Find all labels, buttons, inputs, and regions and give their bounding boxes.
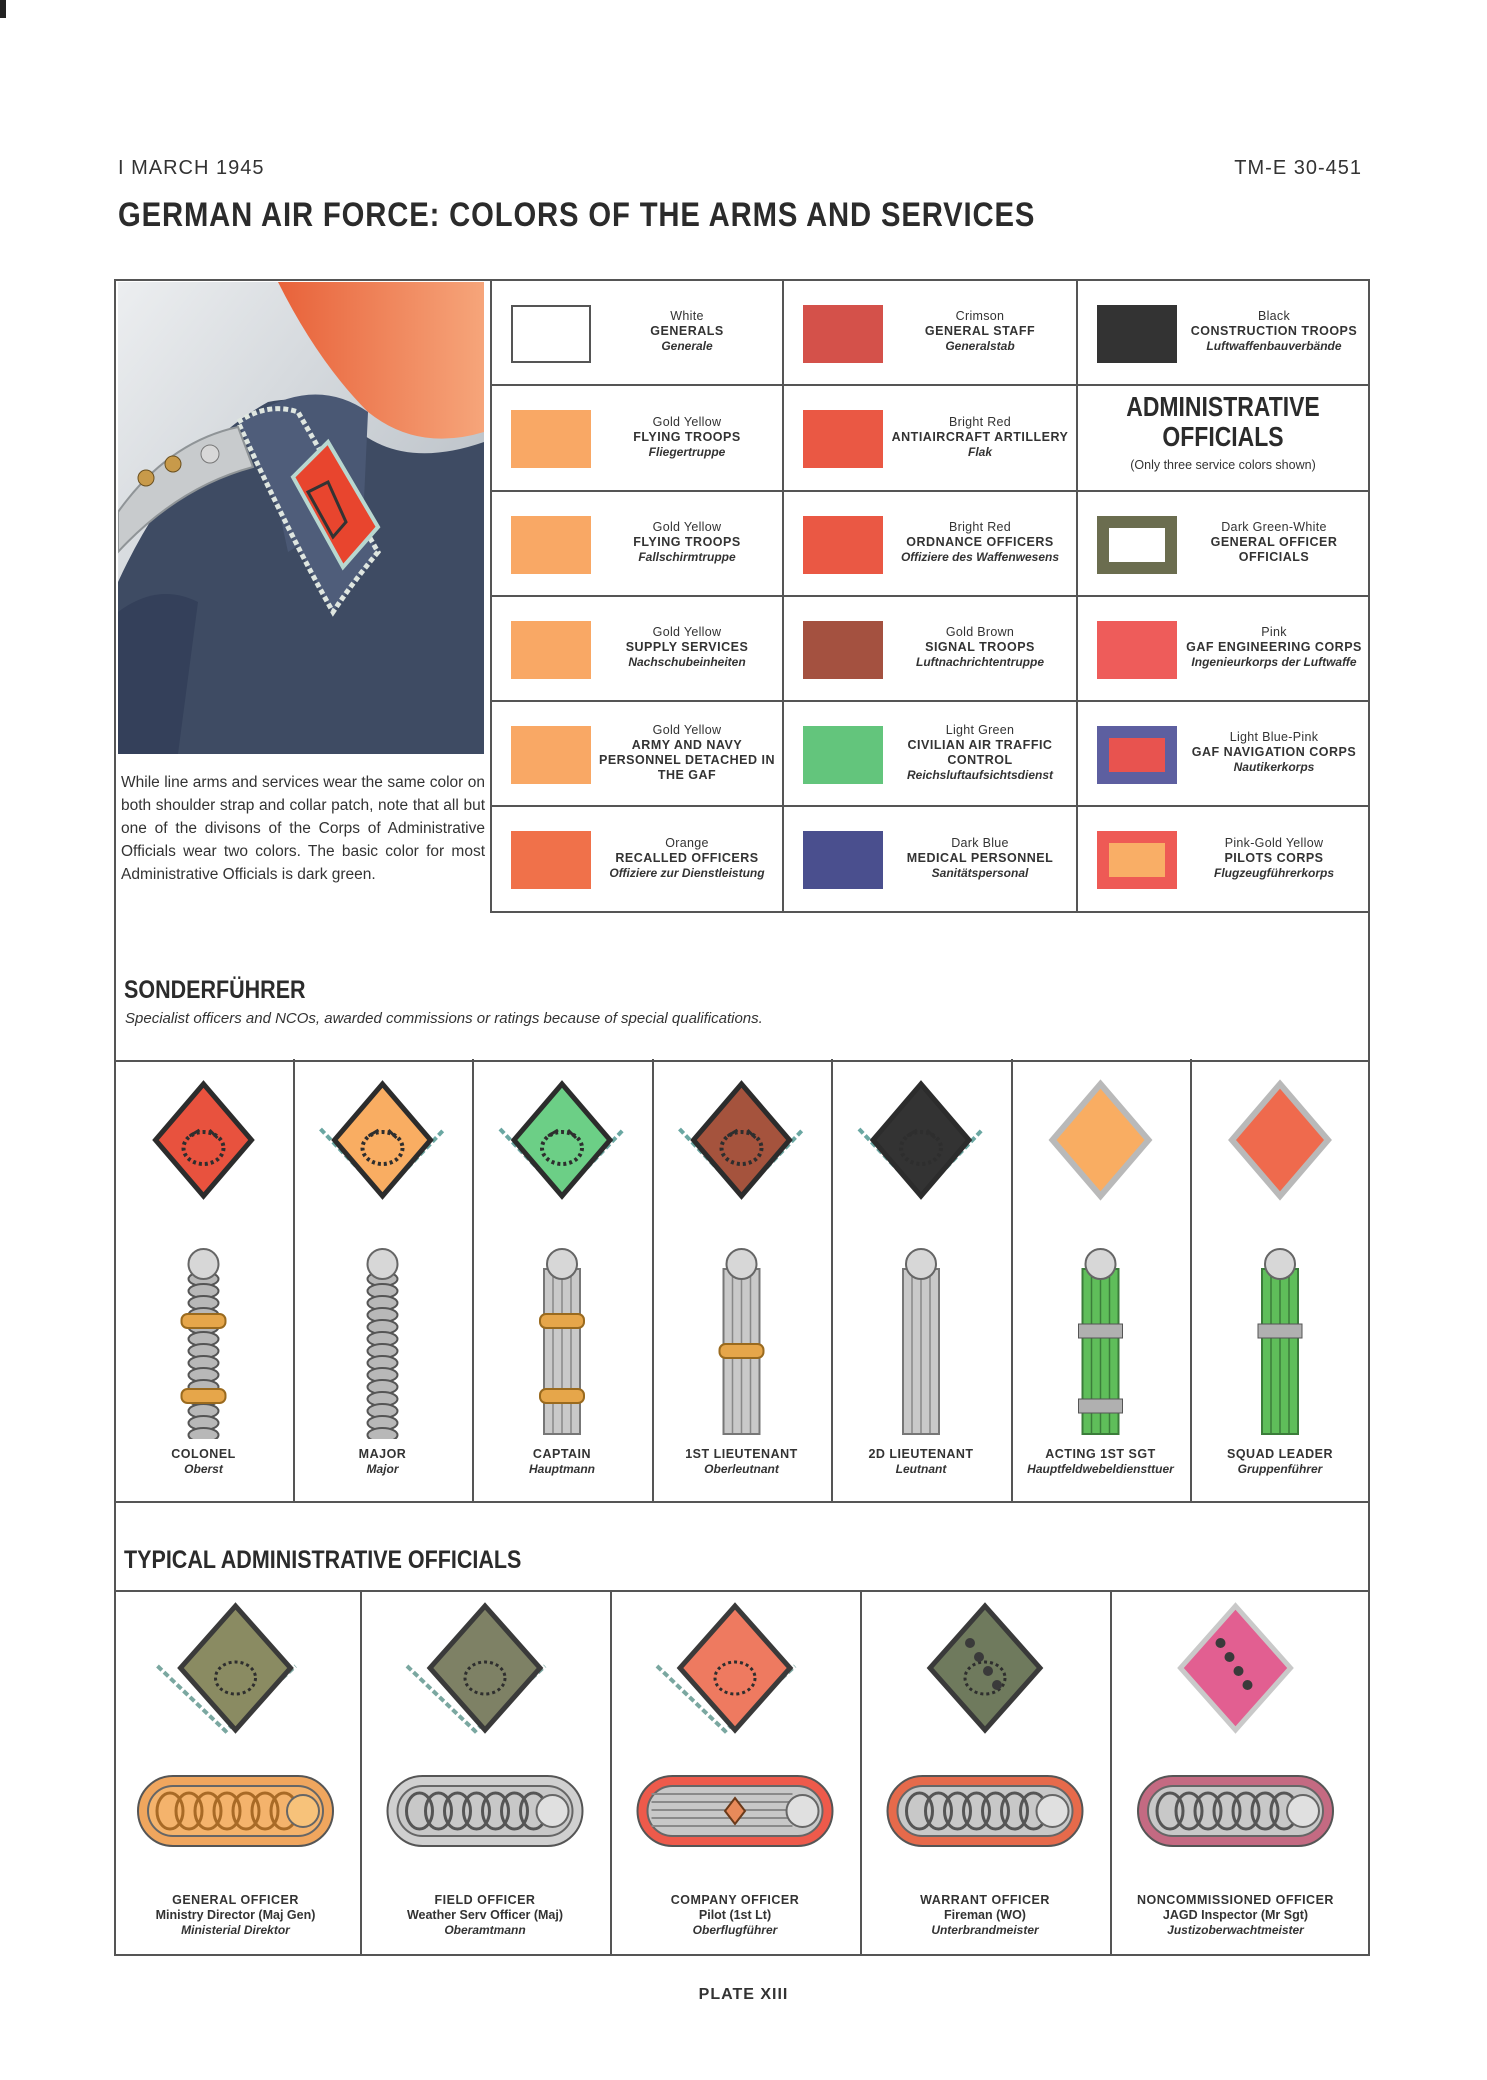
color-text: [890, 384, 1070, 490]
color-name: Pink-Gold Yellow: [1224, 835, 1324, 850]
color-text: [890, 595, 1070, 700]
official-rank: FIELD OFFICER: [434, 1893, 536, 1907]
color-cell: [782, 805, 1076, 911]
service-german: Nachschubeinheiten: [628, 655, 746, 669]
official-german: Oberflugführer: [692, 1923, 778, 1937]
rank-label: [114, 1447, 293, 1477]
official-german: Unterbrandmeister: [931, 1923, 1039, 1937]
plate-number: PLATE XIII: [698, 1986, 789, 2003]
rank-insignia: [114, 1059, 293, 1502]
color-swatch: [803, 831, 883, 889]
admin-official-label: [610, 1893, 860, 1938]
color-text: [1184, 595, 1364, 700]
rank-insignia: [652, 1059, 831, 1502]
rank-insignia-art: [652, 1059, 831, 1439]
service-name: ORDNANCE OFFICERS: [906, 535, 1054, 549]
color-cell: [490, 490, 782, 595]
service-german: Flak: [967, 444, 992, 459]
color-name: Bright Red: [948, 414, 1012, 429]
service-name: GENERAL STAFF: [924, 324, 1036, 338]
official-german: Oberamtmann: [444, 1923, 526, 1937]
color-name: Crimson: [955, 309, 1005, 323]
header-date: I MARCH 1945: [118, 157, 265, 179]
color-cell: [490, 595, 782, 700]
color-swatch: [511, 410, 591, 468]
color-swatch: [803, 410, 883, 468]
color-text: [890, 279, 1070, 384]
rank-insignia-art: [293, 1059, 472, 1439]
color-swatch: [511, 621, 591, 679]
color-text: [598, 279, 776, 384]
rank-insignia-art: [1011, 1059, 1190, 1439]
color-name: Dark Blue: [951, 835, 1009, 850]
rank-label: [831, 1447, 1011, 1477]
admin-official-art: [360, 1591, 610, 1891]
color-name: Black: [1257, 309, 1291, 323]
color-text: [598, 384, 776, 490]
typical-admin-title: TYPICAL ADMINISTRATIVE OFFICIALS: [124, 1546, 522, 1574]
service-german: Offiziere des Waffenwesens: [900, 550, 1060, 564]
official-rank: GENERAL OFFICER: [172, 1893, 299, 1907]
rank-name: CAPTAIN: [532, 1447, 592, 1461]
admin-official-insignia: [860, 1591, 1110, 1955]
service-name: GAF ENGINEERING CORPS: [1186, 640, 1362, 654]
color-cell: [782, 490, 1076, 595]
admin-official-label: [360, 1893, 610, 1938]
sonderfuhrer-subtitle: Specialist officers and NCOs, awarded commissions or ratings because of special qualifications.: [125, 1010, 763, 1027]
service-name: ARMY AND NAVY PERSONNEL DETACHED IN THE GAF: [598, 737, 776, 782]
color-text: [598, 805, 776, 911]
rank-label: [652, 1447, 831, 1477]
page-title: GERMAN AIR FORCE: COLORS OF THE ARMS AND SERVICES: [118, 196, 1036, 234]
rank-insignia: [1190, 1059, 1370, 1502]
service-german: Fallschirmtruppe: [638, 550, 736, 564]
service-german: Generalstab: [945, 339, 1015, 353]
typical-admin-row: [111, 1591, 1361, 1955]
color-text: [1184, 490, 1364, 595]
service-german: Sanitätspersonal: [931, 865, 1029, 880]
rank-german: Major: [366, 1462, 399, 1476]
rank-label: [472, 1447, 652, 1477]
admin-officials-header: [1076, 384, 1370, 490]
color-name: Bright Red: [948, 520, 1012, 534]
collar-note: While line arms and services wear the same color on both shoulder strap and collar patch, note that all but one of the divisons of the Corps of Administrative Officials wear two colors. The basic color for most Administrative Officials is dark green.: [121, 774, 485, 883]
admin-official-label: [111, 1893, 360, 1938]
rank-insignia-art: [472, 1059, 652, 1439]
color-swatch: [511, 831, 591, 889]
service-german: Generale: [661, 339, 713, 353]
color-name: Pink: [1261, 625, 1287, 639]
rank-german: Leutnant: [895, 1462, 947, 1476]
color-text: [598, 700, 776, 805]
color-text: [1184, 700, 1364, 805]
color-name: Gold Yellow: [652, 520, 722, 534]
color-text: [890, 490, 1070, 595]
rank-label: [1190, 1447, 1370, 1477]
color-cell: [782, 700, 1076, 805]
color-name: Light Blue-Pink: [1229, 730, 1319, 744]
color-cell: [1076, 805, 1370, 911]
color-swatch: [803, 726, 883, 784]
rank-german: Oberst: [184, 1462, 223, 1476]
color-name: Orange: [665, 835, 709, 850]
rank-label: [1011, 1447, 1190, 1477]
color-cell: [490, 384, 782, 490]
service-name: FLYING TROOPS: [633, 535, 741, 549]
color-name: Dark Green-White: [1221, 520, 1327, 534]
official-example: Weather Serv Officer (Maj): [406, 1908, 564, 1922]
sonderfuhrer-rank-row: [114, 1059, 1370, 1502]
color-text: [598, 490, 776, 595]
rank-insignia-art: [114, 1059, 293, 1439]
admin-official-insignia: [610, 1591, 860, 1955]
color-cell: [1076, 490, 1370, 595]
admin-official-art: [610, 1591, 860, 1891]
color-swatch: [1097, 305, 1177, 363]
service-german: Flugzeugführerkorps: [1213, 865, 1334, 880]
service-color-grid: [490, 279, 1370, 913]
service-german: Luftwaffenbauverbände: [1206, 339, 1342, 353]
corner-mark: [0, 0, 6, 18]
color-swatch: [1097, 726, 1177, 784]
color-swatch-inner: [1109, 528, 1165, 562]
color-text: [890, 700, 1070, 805]
color-text: [890, 805, 1070, 911]
service-german: Ingenieurkorps der Luftwaffe: [1191, 655, 1357, 669]
service-german: Luftnachrichtentruppe: [916, 655, 1044, 669]
rank-insignia-art: [831, 1059, 1011, 1439]
service-name: ANTIAIRCRAFT ARTILLERY: [891, 429, 1069, 444]
color-cell: [490, 279, 782, 384]
admin-official-art: [111, 1591, 360, 1891]
color-text: [1184, 279, 1364, 384]
service-german: Fliegertruppe: [648, 444, 726, 459]
service-name: CIVILIAN AIR TRAFFIC CONTROL: [907, 737, 1053, 767]
rank-label: [293, 1447, 472, 1477]
color-cell: [1076, 700, 1370, 805]
service-name: MEDICAL PERSONNEL: [906, 850, 1054, 865]
admin-official-insignia: [1110, 1591, 1361, 1955]
color-name: Gold Yellow: [652, 722, 722, 737]
service-german: Nautikerkorps: [1233, 760, 1315, 774]
color-swatch-inner: [1109, 843, 1165, 877]
color-cell: [782, 279, 1076, 384]
rank-name: COLONEL: [171, 1447, 236, 1461]
color-cell: [490, 700, 782, 805]
official-example: Ministry Director (Maj Gen): [155, 1908, 316, 1922]
service-name: SIGNAL TROOPS: [925, 640, 1035, 654]
official-example: JAGD Inspector (Mr Sgt): [1162, 1908, 1309, 1922]
color-swatch: [511, 516, 591, 574]
admin-official-insignia: [360, 1591, 610, 1955]
color-swatch: [803, 305, 883, 363]
color-swatch-inner: [1109, 738, 1165, 772]
color-cell: [1076, 595, 1370, 700]
service-name: GENERAL OFFICER OFFICIALS: [1210, 535, 1338, 564]
admin-official-label: [1110, 1893, 1361, 1938]
service-name: RECALLED OFFICERS: [615, 850, 759, 865]
service-name: GENERALS: [650, 324, 724, 338]
admin-officials-title: ADMINISTRATIVE OFFICIALS: [1126, 391, 1320, 452]
color-swatch: [803, 621, 883, 679]
color-name: Gold Yellow: [652, 414, 722, 429]
color-swatch: [1097, 831, 1177, 889]
uniform-collar-illustration: [118, 282, 484, 754]
sonderfuhrer-title: SONDERFÜHRER: [124, 976, 306, 1004]
service-name: CONSTRUCTION TROOPS: [1190, 324, 1358, 338]
rank-insignia: [1011, 1059, 1190, 1502]
color-cell: [1076, 279, 1370, 384]
header-manual-number: TM-E 30-451: [1234, 157, 1362, 179]
rank-german: Hauptmann: [529, 1462, 595, 1476]
rank-german: Oberleutnant: [704, 1462, 779, 1476]
service-name: FLYING TROOPS: [633, 429, 741, 444]
color-swatch: [803, 516, 883, 574]
color-cell: [782, 595, 1076, 700]
official-example: Fireman (WO): [944, 1908, 1026, 1922]
color-cell: [782, 384, 1076, 490]
admin-officials-note: (Only three service colors shown): [1130, 458, 1316, 472]
rank-insignia: [831, 1059, 1011, 1502]
service-name: GAF NAVIGATION CORPS: [1191, 745, 1357, 759]
rank-name: MAJOR: [358, 1447, 407, 1461]
rank-name: ACTING 1ST SGT: [1045, 1447, 1156, 1461]
official-rank: COMPANY OFFICER: [670, 1893, 800, 1907]
color-name: Gold Yellow: [652, 625, 722, 639]
service-name: PILOTS CORPS: [1224, 850, 1324, 865]
admin-official-art: [1110, 1591, 1361, 1891]
admin-official-art: [860, 1591, 1110, 1891]
color-name: Gold Brown: [945, 625, 1015, 639]
color-name: White: [670, 309, 704, 323]
rank-name: 1ST LIEUTENANT: [685, 1447, 798, 1461]
official-german: Ministerial Direktor: [181, 1923, 290, 1937]
color-swatch: [511, 305, 591, 363]
official-german: Justizoberwachtmeister: [1167, 1923, 1304, 1937]
rank-german: Gruppenführer: [1237, 1462, 1323, 1476]
official-rank: WARRANT OFFICER: [920, 1893, 1050, 1907]
color-swatch: [1097, 621, 1177, 679]
rank-name: SQUAD LEADER: [1226, 1447, 1333, 1461]
service-german: Offiziere zur Dienstleistung: [609, 865, 765, 880]
service-german: Reichsluftaufsichtsdienst: [906, 767, 1054, 782]
service-name: SUPPLY SERVICES: [625, 640, 749, 654]
color-name: Light Green: [945, 722, 1015, 737]
official-example: Pilot (1st Lt): [698, 1908, 772, 1922]
rank-insignia-art: [1190, 1059, 1370, 1439]
color-swatch: [1097, 516, 1177, 574]
color-swatch: [511, 726, 591, 784]
color-text: [598, 595, 776, 700]
rank-insignia: [472, 1059, 652, 1502]
color-cell: [490, 805, 782, 911]
official-rank: NONCOMMISSIONED OFFICER: [1137, 1893, 1334, 1907]
admin-official-label: [860, 1893, 1110, 1938]
rank-insignia: [293, 1059, 472, 1502]
admin-official-insignia: [111, 1591, 360, 1955]
rank-german: Hauptfeldwebeldiensttuer: [1027, 1462, 1174, 1476]
color-text: [1184, 805, 1364, 911]
rank-name: 2D LIEUTENANT: [868, 1447, 974, 1461]
